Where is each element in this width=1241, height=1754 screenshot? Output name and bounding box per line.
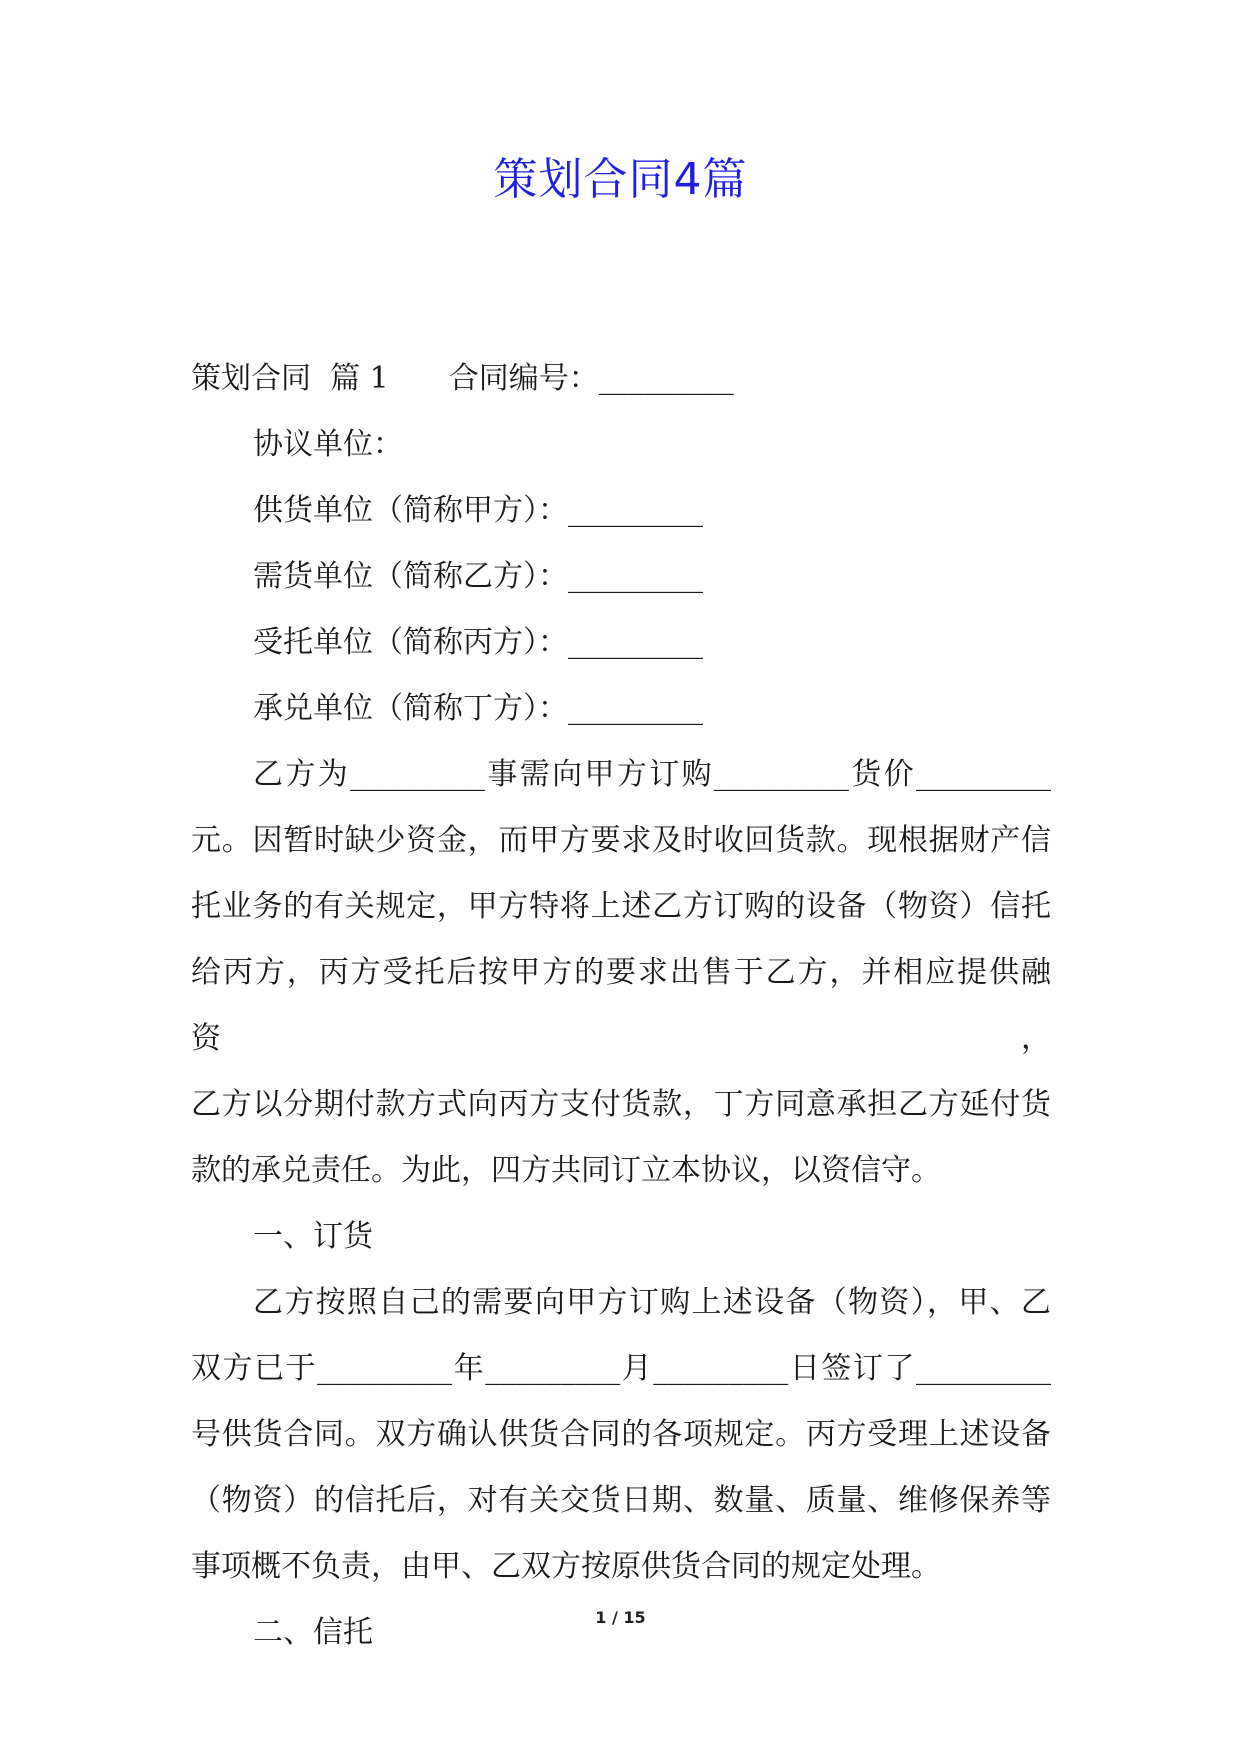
paragraph-line: 乙方以分期付款方式向丙方支付货款，丁方同意承担乙方延付货 (191, 1087, 1051, 1122)
section-heading-ordering: 一、订货 (253, 1219, 373, 1254)
paragraph-line: （物资）的信托后，对有关交货日期、数量、质量、维修保养等 (191, 1483, 1051, 1518)
party-a-field: 供货单位（简称甲方）：_________ (253, 493, 703, 528)
party-b-field: 需货单位（简称乙方）：_________ (253, 559, 703, 594)
paragraph-line: 乙方按照自己的需要向甲方订购上述设备（物资），甲、乙 (253, 1285, 1051, 1320)
document-title: 策划合同4篇 (493, 154, 748, 205)
paragraph-line: 元。因暂时缺少资金，而甲方要求及时收回货款。现根据财产信 (191, 823, 1051, 858)
paragraph-line: 号供货合同。双方确认供货合同的各项规定。丙方受理上述设备 (191, 1417, 1051, 1452)
paragraph-line: 乙方为_________事需向甲方订购_________货价_________ (253, 757, 1051, 792)
paragraph-line: 双方已于_________年_________月_________日签订了_________ (191, 1351, 1051, 1386)
party-c-field: 受托单位（简称丙方）：_________ (253, 625, 703, 660)
document-body (191, 346, 1051, 1666)
paragraph-line: 给丙方，丙方受托后按甲方的要求出售于乙方，并相应提供融资， (191, 955, 1051, 1056)
page-number: 1 / 15 (595, 1608, 646, 1627)
paragraph-line: 款的承兑责任。为此，四方共同订立本协议，以资信守。 (191, 1153, 941, 1188)
contract-number-field: 合同编号：_________ (448, 361, 734, 396)
parties-heading: 协议单位： (253, 427, 403, 462)
paragraph-line: 托业务的有关规定，甲方特将上述乙方订购的设备（物资）信托 (191, 889, 1051, 924)
section-heading-trust: 二、信托 (253, 1615, 373, 1650)
paragraph-line: 事项概不负责，由甲、乙双方按原供货合同的规定处理。 (191, 1549, 941, 1584)
contract-name: 策划合同 篇 1 (191, 361, 389, 396)
party-d-field: 承兑单位（简称丁方）：_________ (253, 691, 703, 726)
contract-header-line (191, 346, 1051, 412)
